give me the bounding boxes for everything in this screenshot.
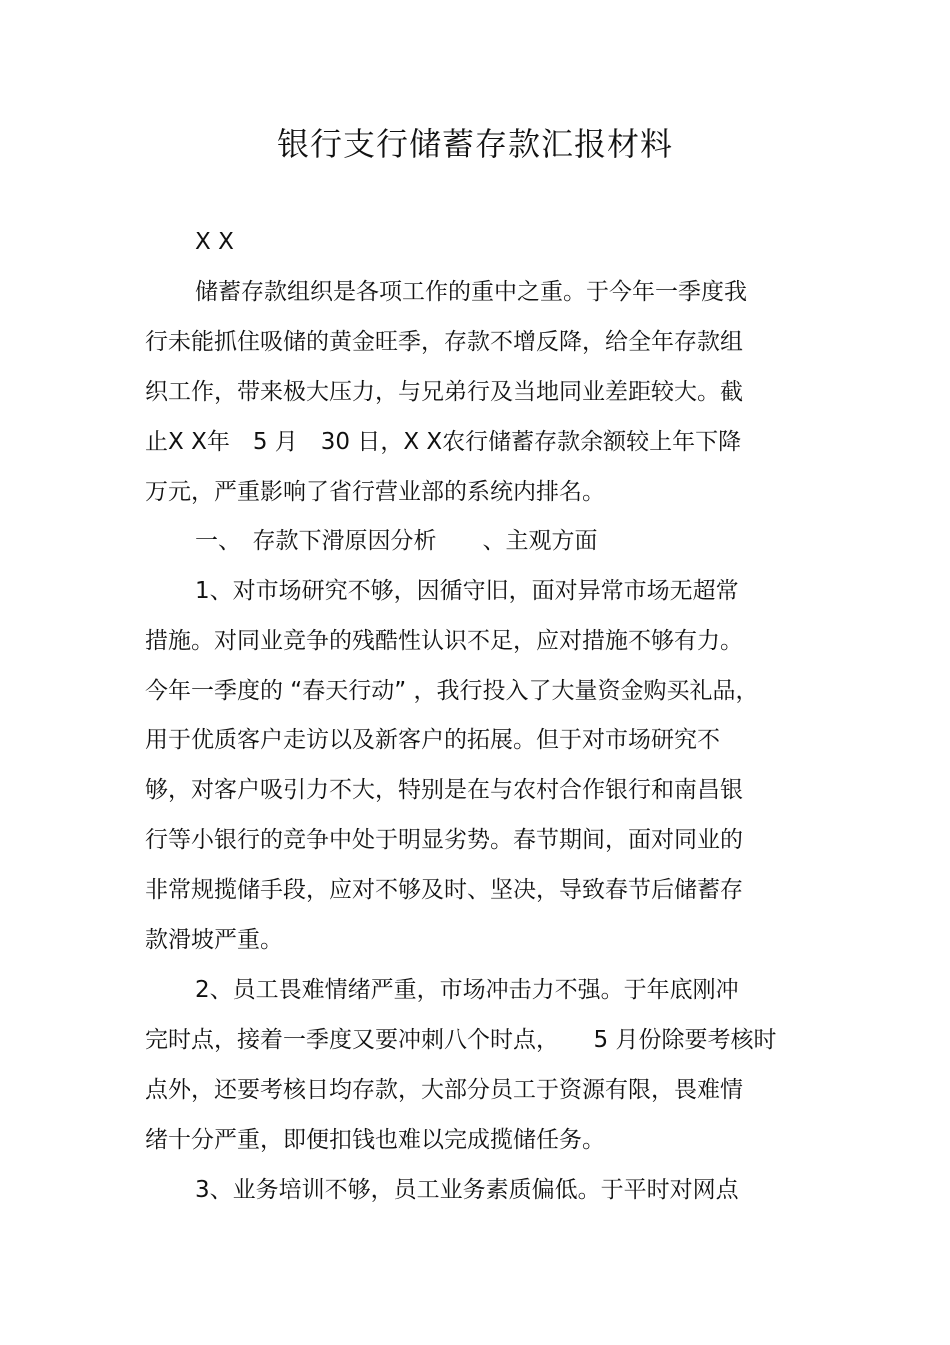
document-line: 用于优质客户走访以及新客户的拓展。但于对市场研究不 — [145, 727, 720, 753]
document-line: 储蓄存款组织是各项工作的重中之重。于今年一季度我 — [195, 279, 747, 305]
document-line: 2、员工畏难情绪严重，市场冲击力不强。于年底刚冲 — [195, 977, 739, 1003]
document-line: 1、对市场研究不够，因循守旧，面对异常市场无超常 — [195, 578, 739, 604]
document-line: 织工作，带来极大压力，与兄弟行及当地同业差距较大。截 — [145, 379, 743, 405]
document-line: 绪十分严重，即便扣钱也难以完成揽储任务。 — [145, 1127, 605, 1153]
document-line: 万元，严重影响了省行营业部的系统内排名。 — [145, 479, 605, 505]
document-line: 行等小银行的竞争中处于明显劣势。春节期间，面对同业的 — [145, 827, 743, 853]
document-line: 完时点，接着一季度又要冲刺八个时点， 5 月份除要考核时 — [145, 1027, 777, 1053]
document-line: 行未能抓住吸储的黄金旺季，存款不增反降，给全年存款组 — [145, 329, 743, 355]
document-line: X X — [195, 229, 234, 255]
document-line: 3、业务培训不够，员工业务素质偏低。于平时对网点 — [195, 1177, 739, 1203]
section-heading: 一、 存款下滑原因分析 、主观方面 — [195, 528, 598, 554]
document-line: 够，对客户吸引力不大，特别是在与农村合作银行和南昌银 — [145, 777, 743, 803]
document-line: 止X X年 5 月 30 日，X X农行储蓄存款余额较上年下降 — [145, 429, 742, 455]
document-line: 今年一季度的 “春天行动” ，我行投入了大量资金购买礼品， — [145, 678, 759, 704]
document-title: 银行支行储蓄存款汇报材料 — [276, 125, 673, 163]
document-line: 点外，还要考核日均存款，大部分员工于资源有限，畏难情 — [145, 1077, 743, 1103]
document-line: 措施。对同业竞争的残酷性认识不足，应对措施不够有力。 — [145, 628, 743, 654]
document-line: 非常规揽储手段，应对不够及时、坚决，导致春节后储蓄存 — [145, 877, 743, 903]
document-line: 款滑坡严重。 — [145, 927, 283, 953]
